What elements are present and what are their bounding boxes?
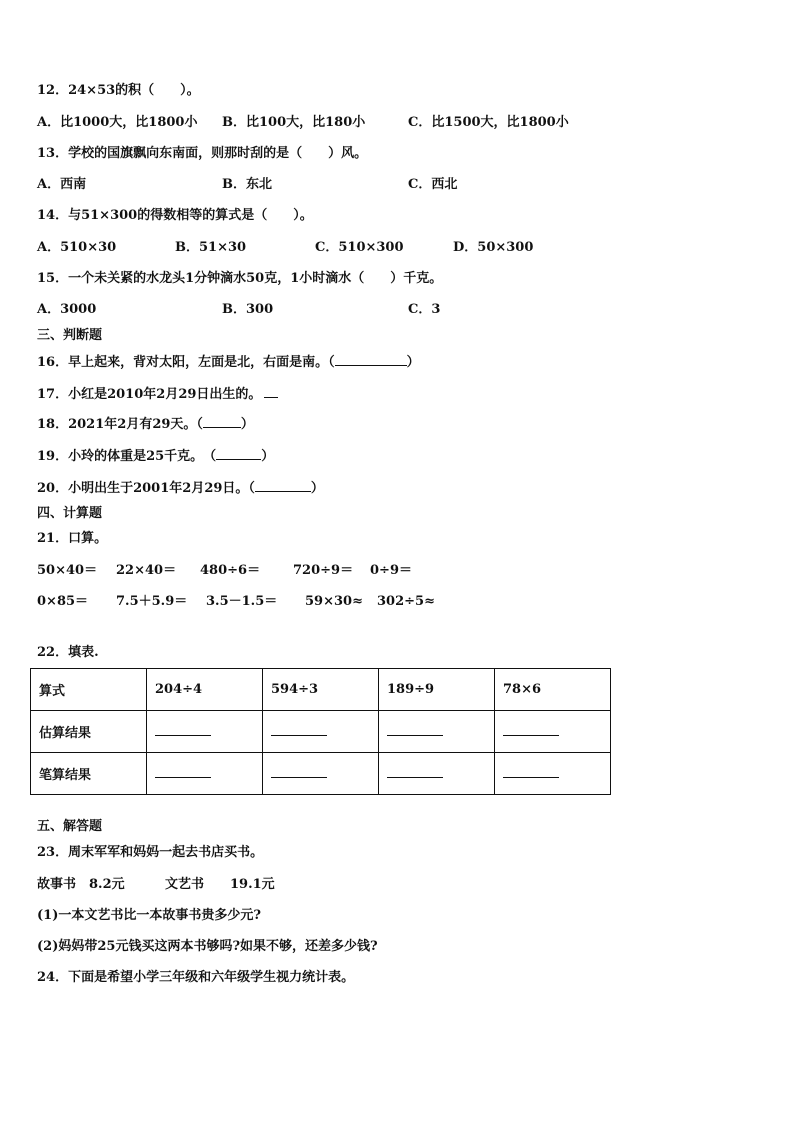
table-header-cell: 204÷4	[147, 669, 263, 711]
q21-item: 59×30≈	[305, 594, 363, 609]
q16-text: 16．早上起来，背对太阳，左面是北，右面是南。（	[37, 355, 335, 370]
table-header-cell: 算式	[31, 669, 147, 711]
q21-item: 7.5＋5.9＝	[116, 594, 188, 609]
q18-text: 18．2021年2月有29天。（	[37, 417, 203, 432]
q17-text: 17．小红是2010年2月29日出生的。	[37, 387, 262, 402]
q22-fill-table	[30, 668, 611, 795]
q23-stem: 23．周末军军和妈妈一起去书店买书。	[37, 845, 264, 860]
q21-item: 3.5－1.5＝	[206, 594, 278, 609]
q21-item: 0÷9＝	[370, 563, 412, 578]
q18-close: ）	[240, 417, 254, 432]
q12-stem: 12．24×53的积（ ）。	[37, 83, 200, 98]
q22-stem: 22．填表.	[37, 645, 99, 660]
estimate-cell	[263, 711, 379, 753]
table-header-cell: 189÷9	[379, 669, 495, 711]
table-header-cell: 78×6	[495, 669, 611, 711]
estimate-cell	[379, 711, 495, 753]
written-cell	[263, 753, 379, 795]
q15-stem: 15．一个未关紧的水龙头1分钟滴水50克，1小时滴水（ ）千克。	[37, 271, 443, 286]
estimate-cell	[147, 711, 263, 753]
q21-item: 302÷5≈	[377, 594, 435, 609]
q24-stem: 24．下面是希望小学三年级和六年级学生视力统计表。	[37, 970, 355, 985]
q17-line	[37, 385, 278, 404]
answer-blank[interactable]	[271, 723, 327, 736]
answer-blank[interactable]	[271, 765, 327, 778]
q16-line	[37, 353, 420, 372]
q13-option-b: B．东北	[222, 177, 272, 192]
answer-blank[interactable]	[503, 765, 559, 778]
q21-item: 480÷6＝	[200, 563, 261, 578]
answer-blank[interactable]	[387, 723, 443, 736]
q16-close: ）	[406, 355, 420, 370]
q12-option-a: A．比1000大，比1800小	[37, 115, 198, 130]
q23-book-literature: 文艺书 19.1元	[165, 877, 275, 892]
q15-option-c: C．3	[408, 302, 441, 317]
q20-line	[37, 479, 324, 498]
written-cell	[147, 753, 263, 795]
answer-blank[interactable]	[503, 723, 559, 736]
written-cell	[495, 753, 611, 795]
q21-item: 22×40＝	[116, 563, 177, 578]
q13-stem: 13．学校的国旗飘向东南面，则那时刮的是（ ）风。	[37, 146, 368, 161]
q13-option-a: A．西南	[37, 177, 87, 192]
q15-option-a: A．3000	[37, 302, 97, 317]
section-heading-calculation: 四、计算题	[37, 506, 103, 521]
table-header-cell: 594÷3	[263, 669, 379, 711]
q17-answer-blank[interactable]	[264, 385, 278, 398]
row-label-written: 笔算结果	[31, 753, 147, 795]
q21-item: 50×40＝	[37, 563, 98, 578]
q16-answer-blank[interactable]	[335, 353, 407, 366]
q20-text: 20．小明出生于2001年2月29日。（	[37, 481, 255, 496]
q13-option-c: C．西北	[408, 177, 458, 192]
answer-blank[interactable]	[155, 765, 211, 778]
q21-stem: 21．口算。	[37, 531, 108, 546]
q14-option-b: B．51×30	[175, 240, 247, 255]
q12-option-b: B．比100大，比180小	[222, 115, 366, 130]
answer-blank[interactable]	[155, 723, 211, 736]
q15-option-b: B．300	[222, 302, 274, 317]
q21-item: 0×85＝	[37, 594, 89, 609]
q14-stem: 14．与51×300的得数相等的算式是（ ）。	[37, 208, 313, 223]
q19-close: ）	[261, 449, 275, 464]
table-row	[31, 753, 611, 795]
q21-item: 720÷9＝	[293, 563, 354, 578]
q23-part-1: (1)一本文艺书比一本故事书贵多少元?	[37, 908, 261, 923]
q19-text: 19．小玲的体重是25千克。 （	[37, 449, 217, 464]
q23-book-story: 故事书 8.2元	[37, 877, 125, 892]
q14-option-c: C．510×300	[315, 240, 404, 255]
section-heading-judgement: 三、判断题	[37, 328, 103, 343]
q18-answer-blank[interactable]	[203, 415, 241, 428]
table-header-row	[31, 669, 611, 711]
q18-line	[37, 415, 254, 434]
q23-part-2: (2)妈妈带25元钱买这两本书够吗?如果不够，还差多少钱?	[37, 939, 378, 954]
q12-option-c: C．比1500大，比1800小	[408, 115, 569, 130]
q20-close: ）	[310, 481, 324, 496]
q19-line	[37, 447, 274, 466]
row-label-estimate: 估算结果	[31, 711, 147, 753]
table-row	[31, 711, 611, 753]
estimate-cell	[495, 711, 611, 753]
q19-answer-blank[interactable]	[216, 447, 261, 460]
q20-answer-blank[interactable]	[255, 479, 311, 492]
q14-option-d: D．50×300	[453, 240, 534, 255]
q14-option-a: A．510×30	[37, 240, 117, 255]
written-cell	[379, 753, 495, 795]
answer-blank[interactable]	[387, 765, 443, 778]
section-heading-word-problems: 五、解答题	[37, 819, 103, 834]
